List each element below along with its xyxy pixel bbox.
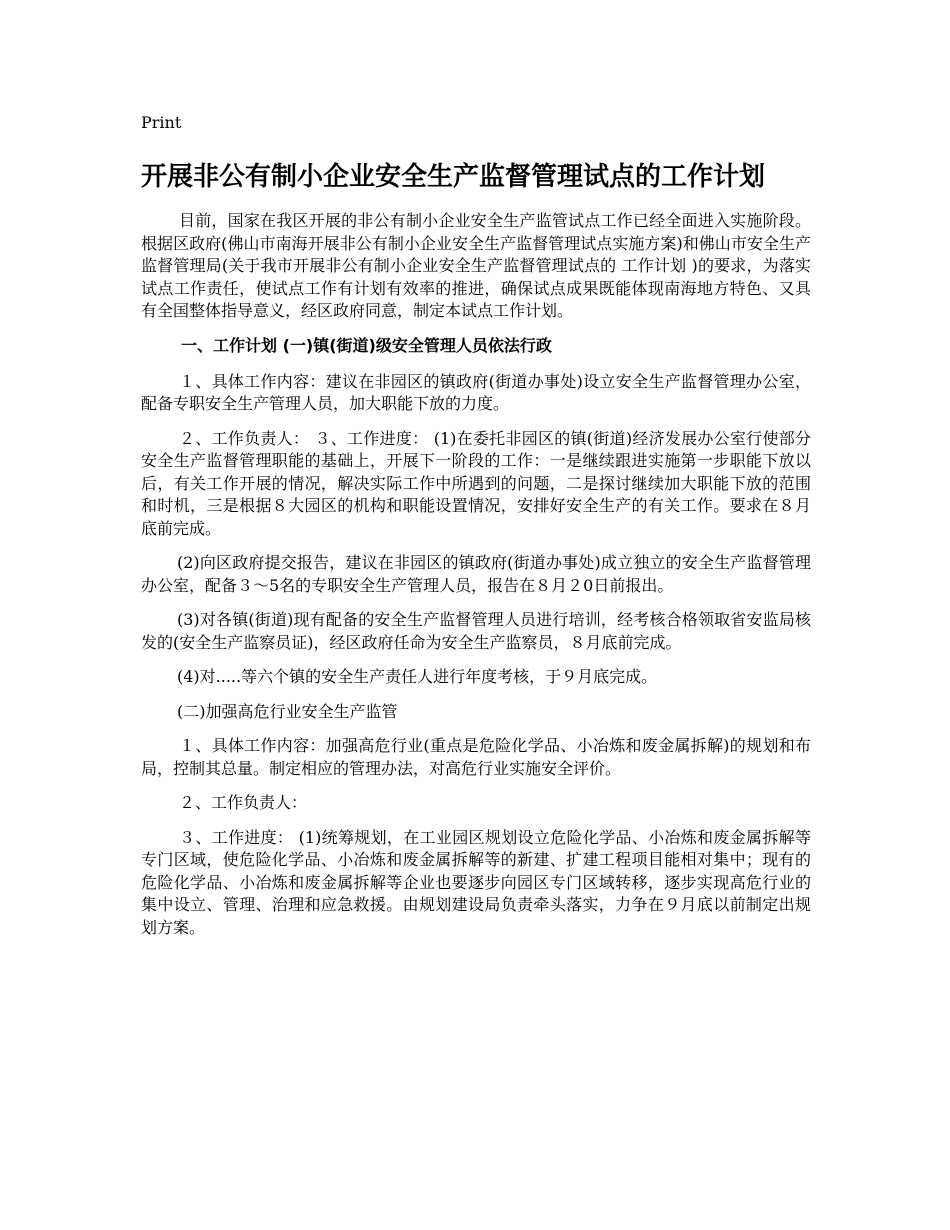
- paragraph-progress-item-4: (4)对.....等六个镇的安全生产责任人进行年度考核，于９月底完成。: [177, 667, 658, 686]
- document-title: 开展非公有制小企业安全生产监督管理试点的工作计划: [141, 162, 766, 192]
- paragraph-progress-2: ３、工作进度： (1)统筹规划，在工业园区规划设立危险化学品、小冶炼和废金属拆解等专门区域，使危险化学品、小冶炼和废金属拆解等的新建、扩建工程项目能相对集中；现有的危险化学品、小冶炼和废金属拆解等企业也要逐步向园区专门区域转移，逐步实现高危行业的集中设立、管理、治理和应急救援。由规划建设局负责牵头落实，力争在９月底以前制定出规划方案。: [141, 827, 811, 937]
- subsection-heading-high-risk: (二)加强高危行业安全生产监管: [177, 701, 398, 721]
- paragraph-task-content-2: １、具体工作内容：加强高危行业(重点是危险化学品、小冶炼和废金属拆解)的规划和布局，控制其总量。制定相应的管理办法，对高危行业实施安全评价。: [141, 736, 811, 778]
- document-page: [141, 112, 811, 951]
- section-heading-work-plan: 一、工作计划 (一)镇(街道)级安全管理人员依法行政: [181, 335, 552, 355]
- intro-paragraph: 目前，国家在我区开展的非公有制小企业安全生产监管试点工作已经全面进入实施阶段。根据区政府(佛山市南海开展非公有制小企业安全生产监督管理试点实施方案)和佛山市安全生产监督管理局(关于我市开展非公有制小企业安全生产监督管理试点的 工作计划 )的要求，为落实试点工作责任，使试点工作有计划有效率的推进，确保试点成果既能体现南海地方特色、又具有全国整体指导意义，经区政府同意，制定本试点工作计划。: [141, 211, 811, 320]
- paragraph-task-content-1: １、具体工作内容：建议在非园区的镇政府(街道办事处)设立安全生产监督管理办公室，配备专职安全生产管理人员，加大职能下放的力度。: [141, 371, 811, 413]
- paragraph-progress-item-2: (2)向区政府提交报告，建议在非园区的镇政府(街道办事处)成立独立的安全生产监督管理办公室，配备３～5名的专职安全生产管理人员，报告在８月２0日前报出。: [141, 553, 811, 595]
- paragraph-responsible-2: ２、工作负责人：: [179, 793, 308, 812]
- paragraph-responsible-progress-1: ２、工作负责人： ３、工作进度： (1)在委托非园区的镇(街道)经济发展办公室行使部分安全生产监督管理职能的基础上，开展下一阶段的工作：一是继续跟进实施第一步职能下放以后，有关工作开展的情况，解决实际工作中所遇到的问题，二是探讨继续加大职能下放的范围和时机，三是根据８大园区的机构和职能设置情况，安排好安全生产的有关工作。要求在８月底前完成。: [141, 428, 811, 538]
- print-label: Print: [141, 113, 182, 132]
- paragraph-progress-item-3: (3)对各镇(街道)现有配备的安全生产监督管理人员进行培训，经考核合格领取省安监局核发的(安全生产监察员证)，经区政府任命为安全生产监察员，８月底前完成。: [141, 610, 811, 652]
